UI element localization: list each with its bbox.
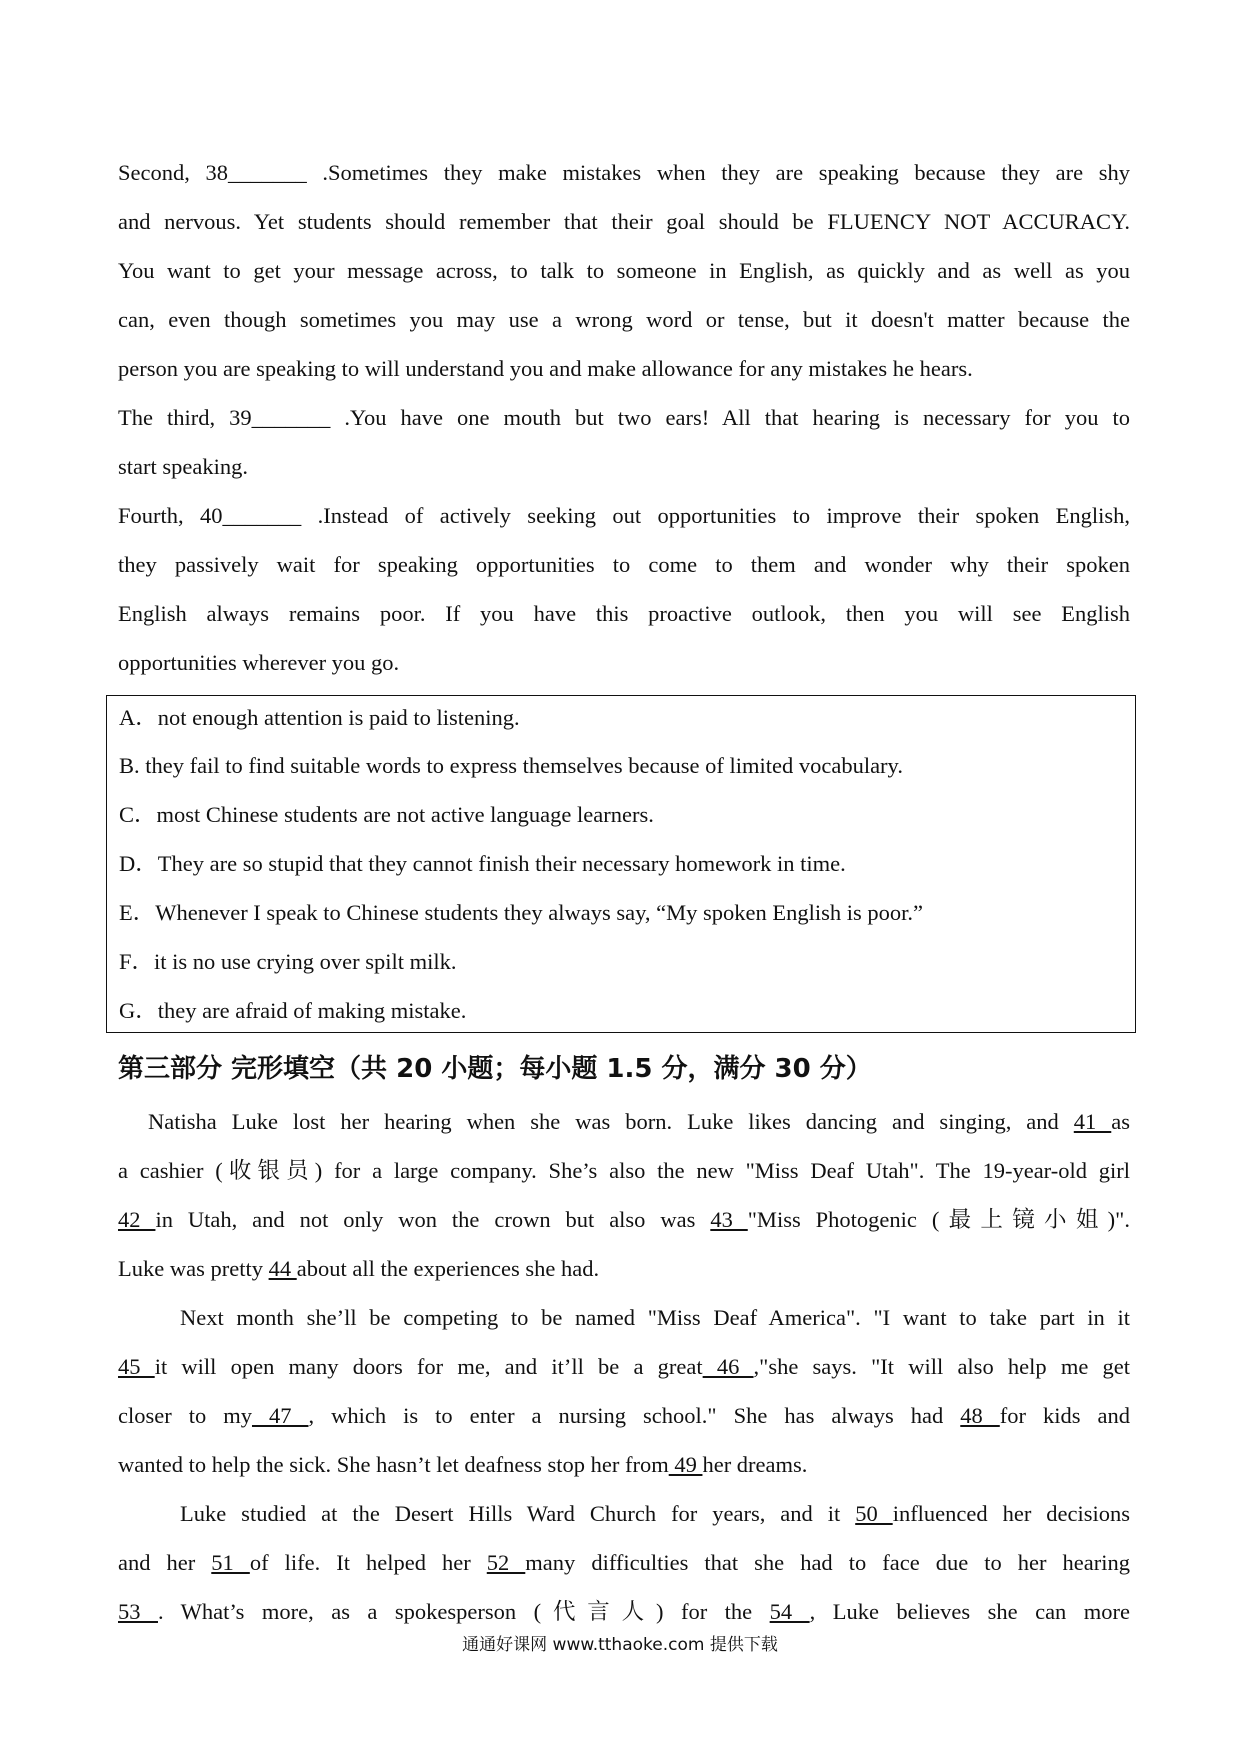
option-g: G．they are afraid of making mistake. bbox=[119, 998, 467, 1023]
blank-45: 45 bbox=[118, 1354, 155, 1379]
option-e: E．Whenever I speak to Chinese students they always say, “My spoken English is poor.” bbox=[119, 900, 924, 925]
passage-line: person you are speaking to will understand you and make allowance for any mistakes he hears. bbox=[118, 356, 973, 381]
cloze-line: Luke was pretty 44 about all the experiences she had. bbox=[118, 1256, 600, 1281]
cloze-line: Natisha Luke lost her hearing when she was born. Luke likes dancing and singing, and 41 as bbox=[148, 1109, 1131, 1134]
footer-watermark: 通通好课网 www.tthaoke.com 提供下载 bbox=[462, 1635, 778, 1655]
option-b: B. they fail to find suitable words to express themselves because of limited vocabulary. bbox=[119, 753, 903, 778]
cloze-line: 45 it will open many doors for me, and it’ll be a great 46 ,"she says. "It will also help me get bbox=[118, 1354, 1130, 1379]
blank-53: 53 bbox=[118, 1599, 158, 1624]
option-a: A．not enough attention is paid to listening. bbox=[119, 705, 520, 730]
cloze-line: wanted to help the sick. She hasn’t let deafness stop her from 49 her dreams. bbox=[118, 1452, 808, 1477]
reading-passage bbox=[118, 148, 1130, 687]
blank-49: 49 bbox=[668, 1452, 703, 1477]
option-d: D．They are so stupid that they cannot finish their necessary homework in time. bbox=[119, 851, 846, 876]
passage-paragraph bbox=[118, 148, 1130, 687]
cloze-paragraph-3 bbox=[118, 1489, 1130, 1636]
cloze-line: closer to my 47 , which is to enter a nursing school." She has always had 48 for kids and bbox=[118, 1403, 1131, 1428]
blank-51: 51 bbox=[211, 1550, 250, 1575]
blank-54: 54 bbox=[769, 1599, 810, 1624]
blank-44: 44 bbox=[268, 1256, 297, 1281]
passage-line: Second, 38_______ .Sometimes they make mistakes when they are speaking because they are shy bbox=[118, 160, 1130, 185]
cloze-line: Luke studied at the Desert Hills Ward Church for years, and it 50 influenced her decisions bbox=[180, 1501, 1131, 1526]
passage-line: English always remains poor. If you have this proactive outlook, then you will see English bbox=[118, 601, 1130, 626]
cloze-paragraph-1 bbox=[118, 1097, 1130, 1293]
blank-50: 50 bbox=[855, 1501, 893, 1526]
blank-46: 46 bbox=[702, 1354, 754, 1379]
cloze-line: a cashier (收银员) for a large company. She’s also the new "Miss Deaf Utah". The 19-year-old girl bbox=[118, 1158, 1130, 1183]
blank-43: 43 bbox=[710, 1207, 748, 1232]
passage-line: they passively wait for speaking opportunities to come to them and wonder why their spoken bbox=[118, 552, 1130, 577]
cloze-passage bbox=[118, 1097, 1130, 1636]
section-title: 第三部分 完形填空（共 20 小题；每小题 1.5 分，满分 30 分） bbox=[118, 1054, 872, 1084]
options-box bbox=[106, 695, 1136, 1033]
cloze-line: Next month she’ll be competing to be named "Miss Deaf America". "I want to take part in it bbox=[180, 1305, 1130, 1330]
option-f: F．it is no use crying over spilt milk. bbox=[119, 949, 457, 974]
passage-line: start speaking. bbox=[118, 454, 248, 479]
blank-52: 52 bbox=[486, 1550, 526, 1575]
blank-47: 47 bbox=[251, 1403, 309, 1428]
passage-line: and nervous. Yet students should remember that their goal should be FLUENCY NOT ACCURACY. bbox=[118, 209, 1130, 234]
passage-line: Fourth, 40_______ .Instead of actively seeking out opportunities to improve their spoken English, bbox=[118, 503, 1130, 528]
cloze-line: 53 . What’s more, as a spokesperson (代言人) for the 54 , Luke believes she can more bbox=[118, 1599, 1131, 1624]
cloze-line: and her 51 of life. It helped her 52 many difficulties that she had to face due to her hearing bbox=[118, 1550, 1131, 1575]
blank-42: 42 bbox=[118, 1207, 156, 1232]
cloze-paragraph-2 bbox=[118, 1293, 1130, 1489]
passage-line: can, even though sometimes you may use a wrong word or tense, but it doesn't matter because the bbox=[118, 307, 1130, 332]
blank-41: 41 bbox=[1073, 1109, 1112, 1134]
passage-line: opportunities wherever you go. bbox=[118, 650, 400, 675]
passage-line: The third, 39_______ .You have one mouth but two ears! All that hearing is necessary for you to bbox=[118, 405, 1130, 430]
cloze-line: 42 in Utah, and not only won the crown but also was 43 "Miss Photogenic (最上镜小姐)". bbox=[118, 1207, 1130, 1232]
blank-48: 48 bbox=[960, 1403, 1000, 1428]
option-c: C．most Chinese students are not active language learners. bbox=[119, 802, 654, 827]
passage-line: You want to get your message across, to talk to someone in English, as quickly and as well as you bbox=[118, 258, 1130, 283]
